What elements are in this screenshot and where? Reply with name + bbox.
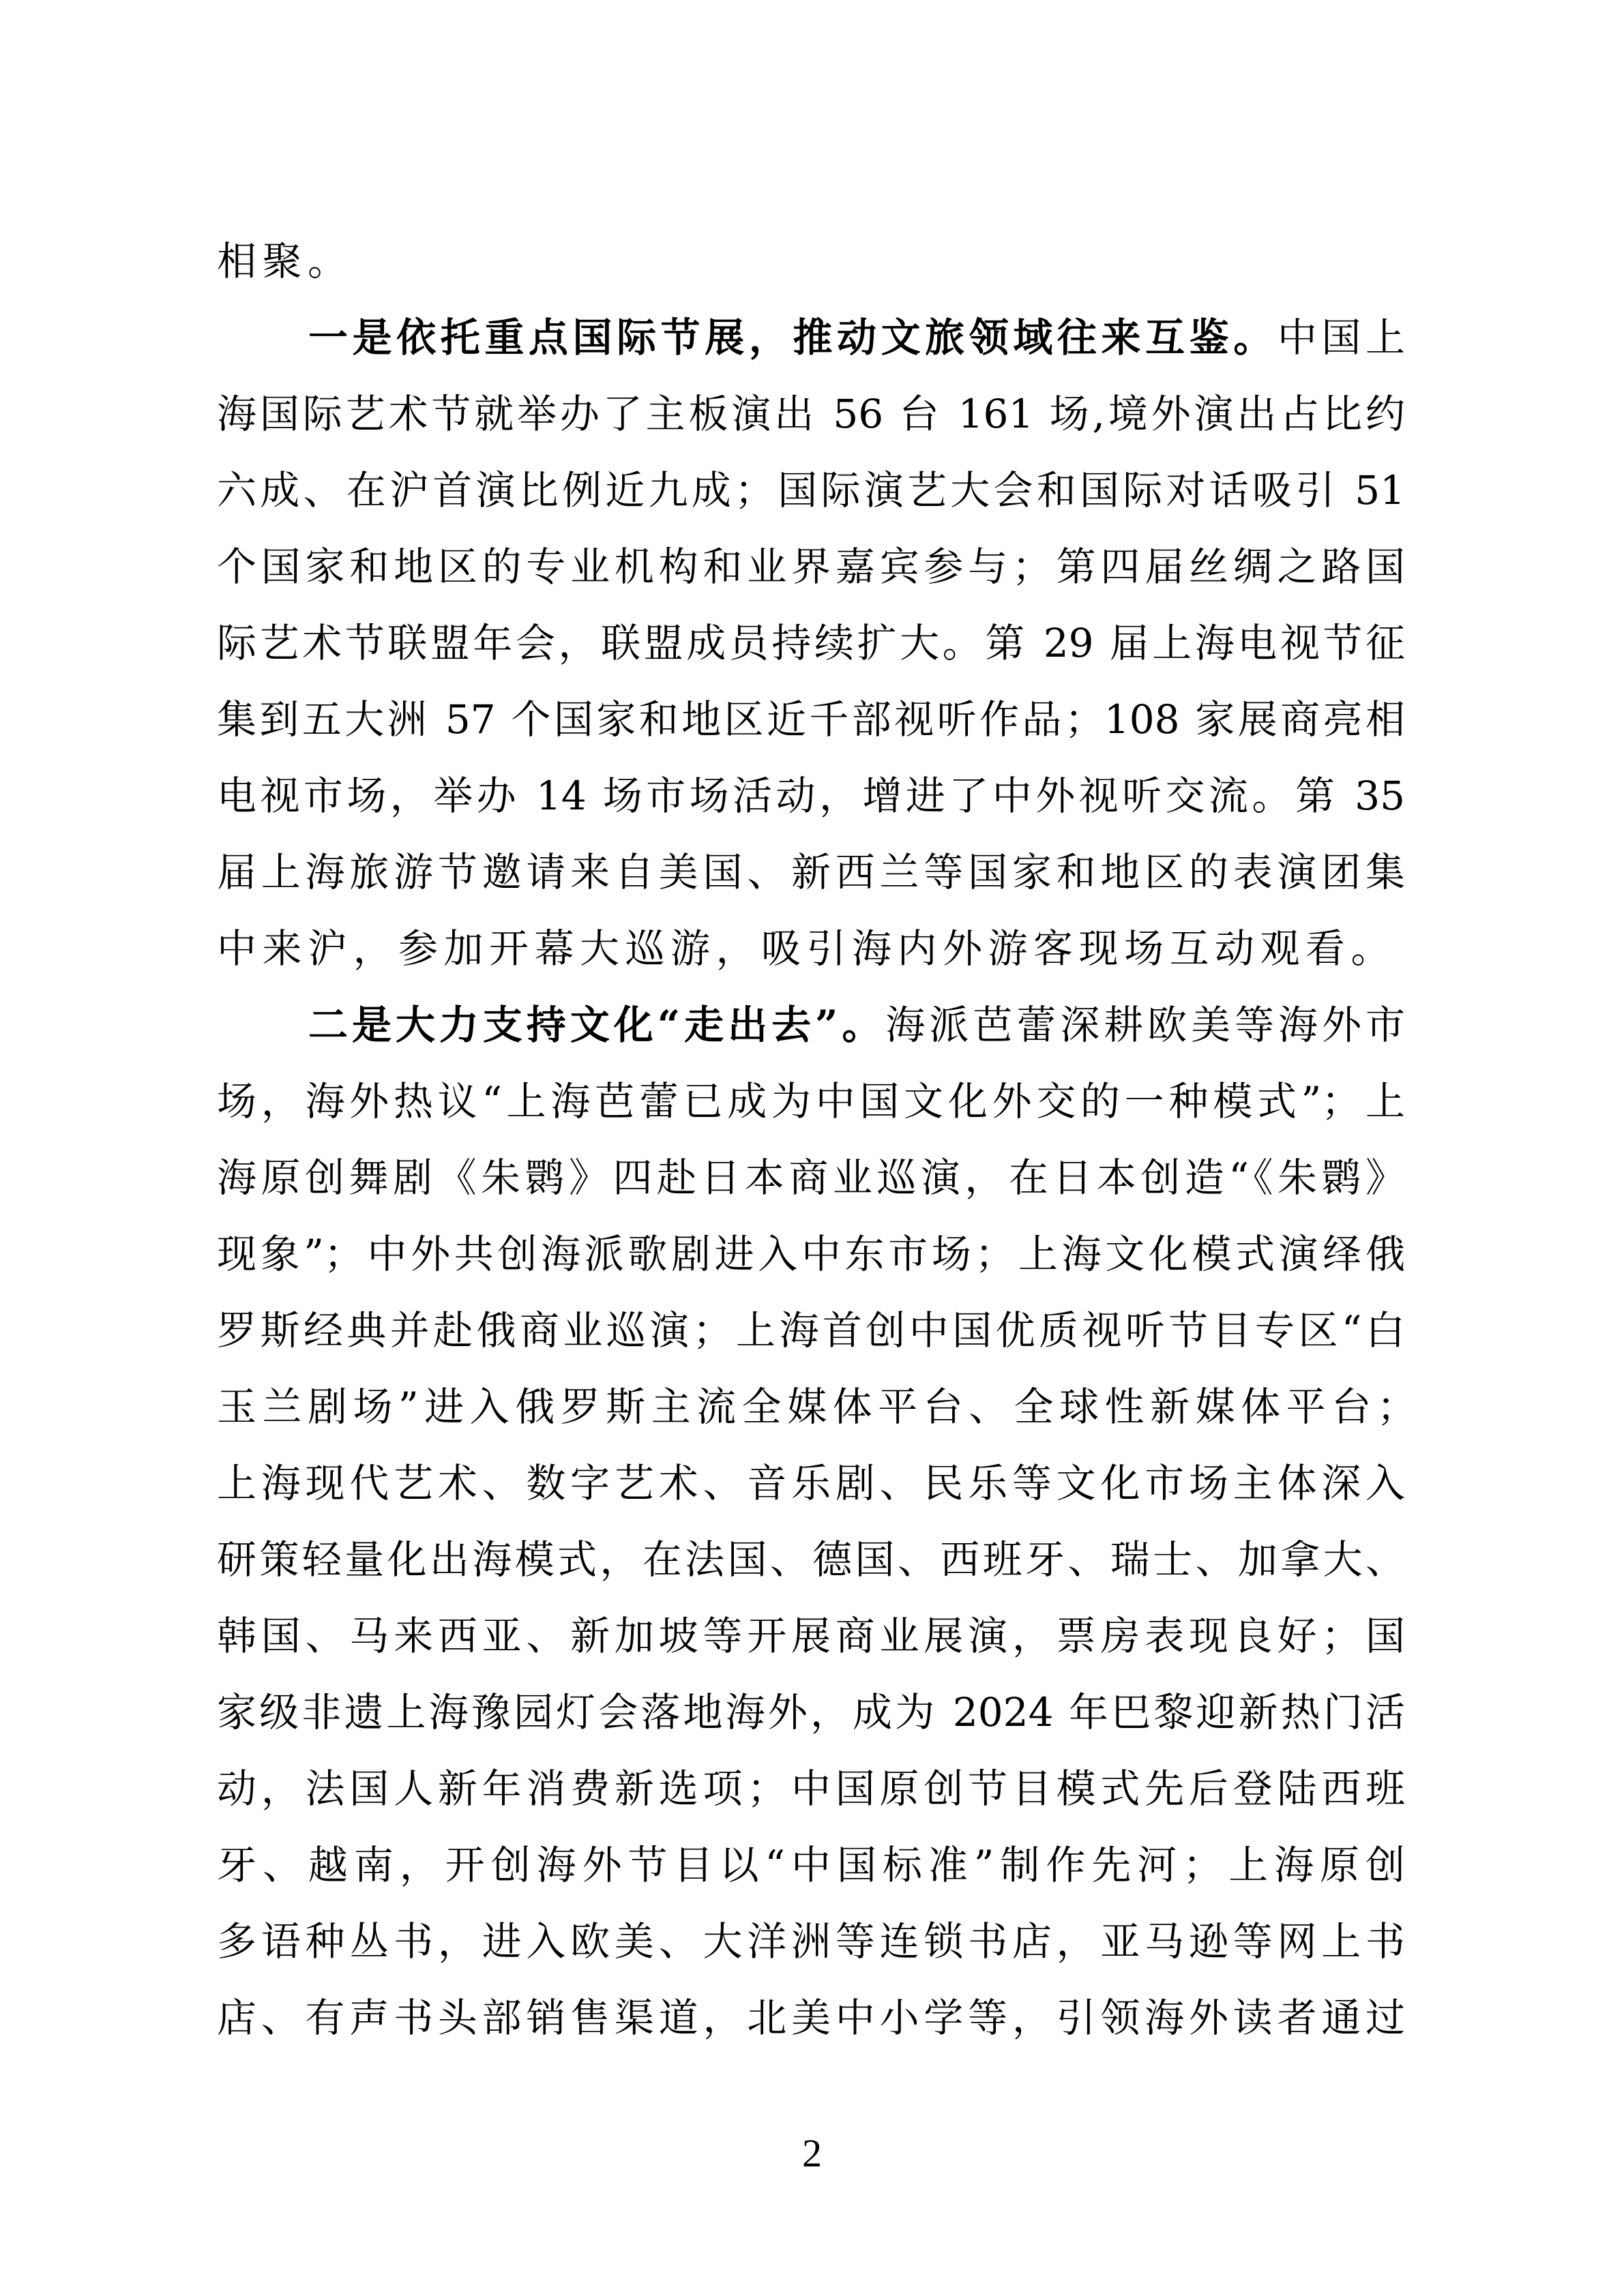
text-line xyxy=(217,841,1405,918)
line-text: 个国家和地区的专业机构和业界嘉宾参与；第四届丝绸之路国 xyxy=(217,543,1405,590)
line-text: 海原创舞剧《朱鹮》四赴日本商业巡演，在日本创造“《朱鹮》 xyxy=(217,1154,1405,1201)
line-text: 海国际艺术节就举办了主板演出 56 台 161 场,境外演出占比约 xyxy=(217,391,1405,437)
line-text: 家级非遗上海豫园灯会落地海外，成为 2024 年巴黎迎新热门活 xyxy=(217,1689,1405,1735)
page-number: 2 xyxy=(802,2131,822,2175)
text-line xyxy=(217,1682,1405,1758)
line-text: 中来沪，参加开幕大巡游，吸引海内外游客现场互动观看。 xyxy=(217,925,1397,972)
text-line xyxy=(217,1071,1405,1147)
body-text xyxy=(217,230,1423,2063)
text-line xyxy=(217,1758,1405,1834)
line-text: 研策轻量化出海模式，在法国、德国、西班牙、瑞士、加拿大、 xyxy=(217,1536,1405,1583)
text-line xyxy=(217,1376,1423,1452)
line-text: 多语种丛书，进入欧美、大洋洲等连锁书店，亚马逊等网上书 xyxy=(217,1918,1405,1965)
line-text: 动，法国人新年消费新选项；中国原创节目模式先后登陆西班 xyxy=(217,1765,1405,1812)
text-line xyxy=(217,765,1405,841)
text-line xyxy=(217,1987,1405,2063)
text-line xyxy=(217,460,1405,536)
text-line xyxy=(217,307,1405,383)
line-text: 相聚。 xyxy=(217,238,353,284)
line-text: 场，海外热议“上海芭蕾已成为中国文化外交的一种模式”；上 xyxy=(217,1078,1405,1124)
line-text: 罗斯经典并赴俄商业巡演；上海首创中国优质视听节目专区“白 xyxy=(217,1307,1405,1354)
text-line xyxy=(217,536,1405,612)
section-lead-one: 一是依托重点国际节展，推动文旅领域往来互鉴。 xyxy=(308,314,1278,361)
text-line xyxy=(217,1834,1405,1911)
line-text: 海派芭蕾深耕欧美等海外市 xyxy=(885,1002,1405,1048)
text-line xyxy=(217,1147,1405,1223)
text-line xyxy=(217,689,1405,765)
text-line xyxy=(217,994,1405,1071)
text-line xyxy=(217,1223,1405,1300)
text-line xyxy=(217,918,1405,994)
text-line xyxy=(217,1911,1405,1987)
text-line xyxy=(217,230,1405,307)
line-text: 集到五大洲 57 个国家和地区近千部视听作品；108 家展商亮相 xyxy=(217,696,1405,743)
text-line xyxy=(217,1300,1405,1376)
line-text: 届上海旅游节邀请来自美国、新西兰等国家和地区的表演团集 xyxy=(217,849,1405,895)
line-text: 玉兰剧场”进入俄罗斯主流全媒体平台、全球性新媒体平台； xyxy=(217,1384,1423,1430)
line-text: 店、有声书头部销售渠道，北美中小学等，引领海外读者通过 xyxy=(217,1995,1405,2041)
line-text: 牙、越南，开创海外节目以“中国标准”制作先河；上海原创 xyxy=(217,1842,1405,1888)
line-text: 际艺术节联盟年会，联盟成员持续扩大。第 29 届上海电视节征 xyxy=(217,620,1405,666)
line-text: 上海现代艺术、数字艺术、音乐剧、民乐等文化市场主体深入 xyxy=(217,1460,1405,1506)
text-line xyxy=(217,612,1405,689)
line-text: 韩国、马来西亚、新加坡等开展商业展演，票房表现良好；国 xyxy=(217,1613,1405,1659)
text-line xyxy=(217,1529,1405,1605)
line-text: 电视市场，举办 14 场市场活动，增进了中外视听交流。第 35 xyxy=(217,773,1405,819)
line-text: 现象”；中外共创海派歌剧进入中东市场；上海文化模式演绎俄 xyxy=(217,1231,1405,1277)
text-line xyxy=(217,1452,1405,1529)
text-line xyxy=(217,1605,1405,1682)
section-lead-two: 二是大力支持文化“走出去”。 xyxy=(308,1002,886,1048)
line-text: 中国上 xyxy=(1277,314,1405,361)
line-text: 六成、在沪首演比例近九成；国际演艺大会和国际对话吸引 51 xyxy=(217,467,1405,513)
text-line xyxy=(217,383,1405,460)
